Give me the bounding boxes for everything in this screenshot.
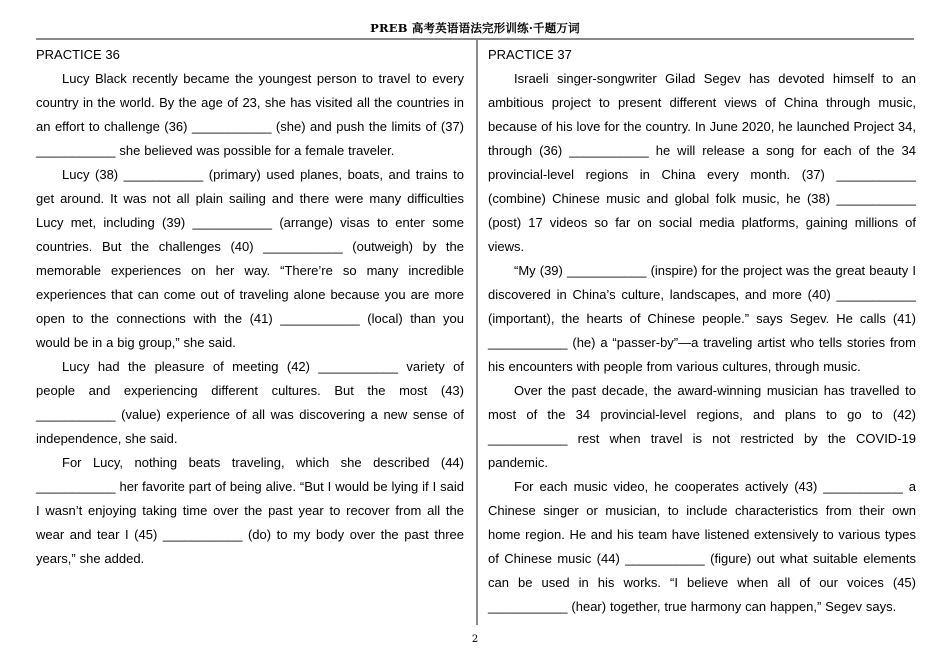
right-paragraph-4: For each music video, he cooperates actively (43) ___________ a Chinese singer or musician, to include characteristics from their own home region. He and his team have listened extensively to various types of Chinese music (44) ___________ (figure) out what suitable elements can be used in his works. “I believe when all of our voices (45) ___________ (hear) together, true harmony can happen,” Segev says.	[488, 479, 916, 614]
left-paragraph-4: For Lucy, nothing beats traveling, which she described (44) ___________ her favorite part of being alive. “But I would be lying if I said I wasn’t enjoying taking time over the past year to recover from all the wear and tear I (45) ___________ (do) to my body over the past three years,” she added.	[36, 455, 464, 566]
left-paragraph-2: Lucy (38) ___________ (primary) used planes, boats, and trains to get around. It was not all plain sailing and there were many difficulties Lucy met, including (39) ___________ (arrange) visas to enter some countries. But the challenges (40) ___________ (outweigh) by the memorable experiences on her way. “There’re so many incredible experiences that can come out of traveling alone because you are more open to the connections with the (41) ___________ (local) than you would be in a big group,” she said.	[36, 167, 464, 350]
right-column	[488, 45, 916, 619]
left-paragraph-3: Lucy had the pleasure of meeting (42) ___________ variety of people and experiencing different cultures. But the most (43) ___________ (value) experience of all was discovering a new sense of independence, she said.	[36, 359, 464, 446]
right-paragraph-3: Over the past decade, the award-winning musician has travelled to most of the 34 provincial-level regions, and plans to go to (42) ___________ rest when travel is not restricted by the COVID-19 pandemic.	[488, 383, 916, 470]
page-header-title: PREB 高考英语语法完形训练·千题万词	[370, 21, 580, 35]
header-divider-rule	[36, 38, 914, 40]
practice-heading-36: PRACTICE 36	[36, 47, 120, 62]
right-paragraph-2: “My (39) ___________ (inspire) for the project was the great beauty I discovered in China’s culture, landscapes, and more (40) ___________ (important), the hearts of Chinese people.” says Segev. He calls (41) ___________ (he) a “passer-by”—a traveling artist who tells stories from his encounters with people from various cultures, through music.	[488, 263, 916, 374]
practice-heading-37: PRACTICE 37	[488, 47, 572, 62]
column-divider-rule	[476, 39, 478, 625]
right-paragraph-1: Israeli singer-songwriter Gilad Segev has devoted himself to an ambitious project to present different views of China through music, because of his love for the country. In June 2020, he launched Project 34, through (36) ___________ he will release a song for each of the 34 provincial-level regions in China every month. (37) ___________ (combine) Chinese music and global folk music, he (38) ___________ (post) 17 videos so far on social media platforms, gaining millions of views.	[488, 71, 916, 254]
page-number: 2	[471, 634, 479, 645]
left-paragraph-1: Lucy Black recently became the youngest person to travel to every country in the world. By the age of 23, she has visited all the countries in an effort to challenge (36) ___________ (she) and push the limits of (37) ___________ she believed was possible for a female traveler.	[36, 71, 464, 158]
left-column	[36, 45, 464, 571]
